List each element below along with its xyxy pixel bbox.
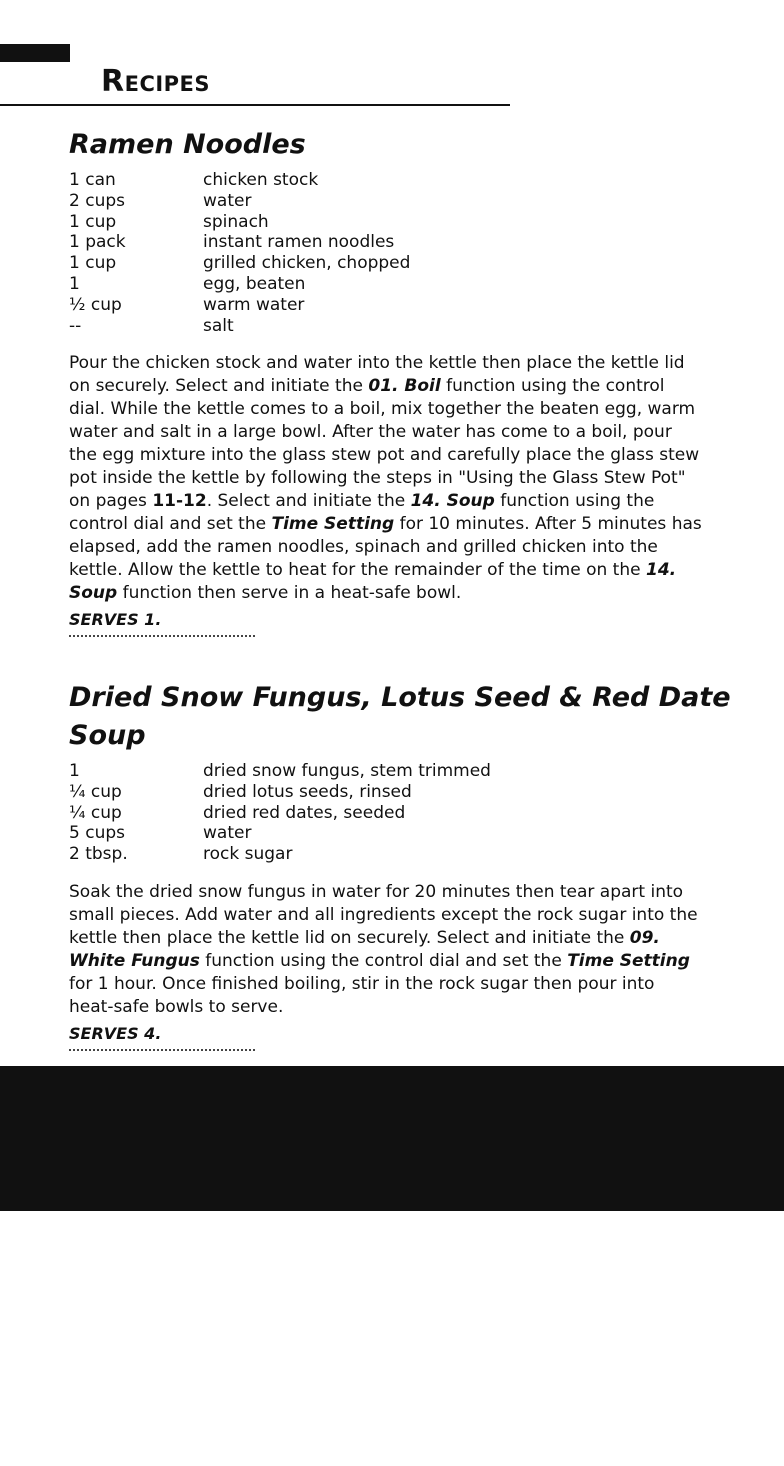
ingredient-name: dried red dates, seeded [203,802,406,823]
ingredient-quantity: 1 cup [69,253,117,274]
footer-bar [0,1066,784,1466]
ingredient-quantity: -- [69,315,82,336]
direction-text: function then serve in a heat-safe bowl. [117,583,462,604]
recipe-title: Ramen Noodles [69,129,306,160]
ingredient-quantity: 1 [69,273,80,294]
ingredient-row [69,803,749,824]
recipe-directions [69,881,704,1019]
recipe-title: Dried Snow Fungus, Lotus Seed & Red Date Soup [69,682,731,751]
ingredient-quantity: 2 cups [69,190,125,211]
recipe-snow-fungus-soup [69,679,749,1051]
ingredient-row [69,232,749,253]
ingredient-quantity: ½ cup [69,294,122,315]
footer-text: For additional recipes, visit us at [246,1400,538,1420]
function-name-emphasis: Time Setting [567,950,690,971]
direction-text: Pour the chicken stock and water into the kettle then place the kettle lid on securely. Select and initiate the [69,353,685,397]
ingredient-row [69,823,749,844]
ingredient-row [69,191,749,212]
ingredient-row [69,274,749,295]
ingredient-name: grilled chicken, chopped [203,253,411,274]
ingredient-row [69,170,749,191]
direction-text: Soak the dried snow fungus in water for 20 minutes then tear apart into small pieces. Add water and all ingredients except the rock sugar into the kettle then place the kettle lid on securely. Select and initiate the [69,881,698,948]
ingredient-name: chicken stock [203,170,319,190]
title-underline [0,104,510,106]
ingredient-row [69,212,749,233]
direction-text: . Select and initiate the [206,491,411,512]
website-link[interactable]: www.AromaCo.com [301,1426,483,1445]
function-name-emphasis: 14. Soup [410,491,495,512]
function-name-emphasis: 09. White Fungus [69,927,660,971]
direction-text: function using the control dial and set the [199,950,568,971]
recipe-directions [69,352,704,605]
ingredient-list [69,170,749,336]
ingredient-row [69,295,749,316]
ingredient-name: water [203,190,252,211]
ingredient-name: instant ramen noodles [203,232,395,253]
ingredient-quantity: 1 cup [69,211,117,232]
ingredient-quantity: 5 cups [69,823,125,844]
ingredient-name: spinach [203,211,269,232]
ingredient-row [69,316,749,337]
serves-label: SERVES 4. [69,1023,162,1043]
section-title: Recipes [101,64,211,99]
ingredient-name: egg, beaten [203,273,306,294]
ingredient-name: water [203,823,252,844]
ingredient-name: dried snow fungus, stem trimmed [203,761,491,781]
page-number: 21. [716,1441,751,1466]
ingredient-name: rock sugar [203,844,293,865]
ingredient-quantity: 1 pack [69,232,126,253]
ingredient-list [69,761,749,865]
ingredient-row [69,782,749,803]
function-name-emphasis: 14. Soup [69,560,677,604]
function-name-emphasis: Time Setting [271,514,395,535]
direction-text: function using the control dial and set the [69,491,655,535]
ingredient-quantity: 2 tbsp. [69,844,128,865]
corner-tab-block [0,44,70,62]
function-name-emphasis: 01. Boil [368,376,441,397]
page-reference: 11-12 [152,491,207,512]
ingredient-name: salt [203,315,234,336]
direction-text: function using the control dial. While the kettle comes to a boil, mix together the beaten egg, warm water and salt in a large bowl. After the water has come to a boil, pour the egg mixture into the glass stew pot and carefully place the glass stew pot inside the kettle by following the steps in "Using the Glass Stew Pot" on pages [69,376,700,512]
ingredient-quantity: ¼ cup [69,781,122,802]
ingredient-row [69,253,749,274]
ingredient-quantity: ¼ cup [69,802,122,823]
ingredient-row [69,844,749,865]
direction-text: for 1 hour. Once finished boiling, stir in the rock sugar then pour into heat-safe bowls to serve. [69,973,655,1017]
dotted-divider [69,1049,255,1051]
ingredient-name: warm water [203,294,305,315]
direction-text: for 10 minutes. After 5 minutes has elapsed, add the ramen noodles, spinach and grilled chicken into the kettle. Allow the kettle to heat for the remainder of the time on the [69,514,702,581]
dotted-divider [69,635,255,637]
ingredient-quantity: 1 [69,761,80,781]
ingredient-row [69,761,749,782]
serves-label: SERVES 1. [69,610,162,630]
recipe-ramen-noodles [69,126,749,637]
ingredient-name: dried lotus seeds, rinsed [203,781,412,802]
ingredient-quantity: 1 can [69,170,116,190]
